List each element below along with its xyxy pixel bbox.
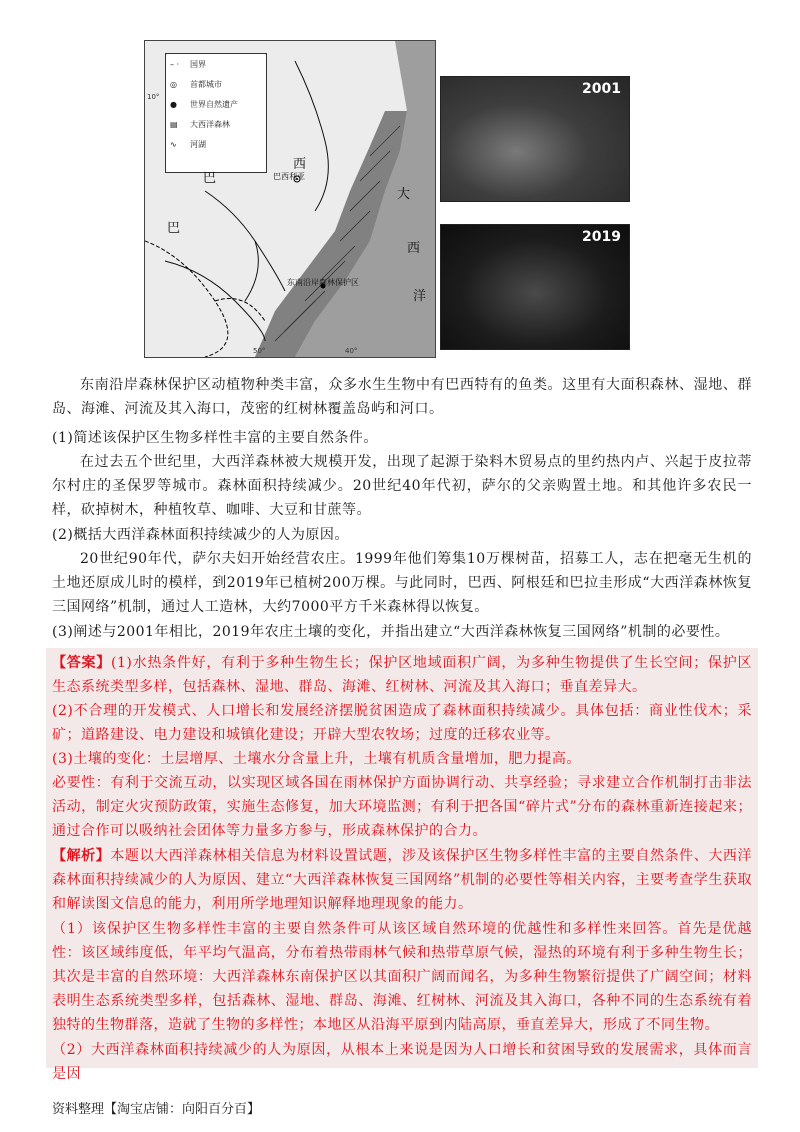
answer-3: (3)土壤的变化：土层增厚、土壤水分含量上升，土壤有机质含量增加，肥力提高。	[52, 751, 581, 767]
map-legend	[165, 53, 267, 173]
footer-credit: 资料整理【淘宝店铺：向阳百分百】	[52, 1102, 261, 1117]
map-figure	[144, 40, 436, 358]
intro-paragraph: 在过去五个世纪里，大西洋森林被大规模开发，出现了起源于染料木贸易点的里约热内卢、兴起于皮拉蒂尔村庄的圣保罗等城市。森林面积持续减少。20世纪40年代初，萨尔的父亲购置土地。和其他许多农民一样，砍掉树木，种植牧草、咖啡、大豆和甘蔗等。	[52, 454, 752, 518]
capital-symbol-icon: ◎	[170, 79, 177, 89]
answer-1	[52, 651, 752, 699]
analysis-text: 本题以大西洋森林相关信息为材料设置试题，涉及该保护区生物多样性丰富的主要自然条件、大西洋森林面积持续减少的人为原因、建立“大西洋森林恢复三国网络”机制的必要性等相关内容，主要考查学生获取和解读图文信息的能力，利用所学地理知识解释地理现象的能力。	[52, 848, 753, 912]
photo-year-label: 2019	[582, 229, 621, 245]
intro-paragraph: 20世纪90年代，萨尔夫妇开始经营农庄。1999年他们筹集10万棵树苗，招募工人，志在把毫无生机的土地还原成儿时的模样，到2019年已植树200万棵。与此同时，巴西、阿根廷和巴拉圭形成“大西洋森林恢复三国网络”机制，通过人工造林，大约7000平方千米森林得以恢复。	[52, 551, 752, 615]
satellite-photo-2019	[440, 224, 630, 350]
legend-item	[166, 134, 266, 154]
map-label-ba: 巴	[203, 171, 217, 186]
legend-label: 河湖	[190, 139, 206, 149]
legend-item	[166, 94, 266, 114]
legend-label: 世界自然遗产	[190, 99, 238, 109]
legend-item	[166, 54, 266, 74]
legend-item	[166, 74, 266, 94]
question-2: (2)概括大西洋森林面积持续减少的人为原因。	[52, 527, 349, 543]
river-symbol-icon: ∿	[170, 139, 177, 149]
legend-label: 首都城市	[190, 79, 222, 89]
map-label-xi2: 西	[407, 241, 421, 256]
analysis-intro	[52, 844, 752, 916]
lon-tick: 40°	[345, 347, 358, 355]
question-3: (3)阐述与2001年相比，2019年农庄土壤的变化，并指出建立“大西洋森林恢复三国网络”机制的必要性。	[52, 624, 730, 640]
answer-2: (2)不合理的开发模式、人口增长和发展经济摆脱贫困造成了森林面积持续减少。具体包括：商业性伐木；采矿；道路建设、电力建设和城镇化建设；开辟大型农牧场；过度的迁移农业等。	[52, 703, 752, 743]
border-symbol-icon: – ·	[170, 59, 180, 69]
answer-text: (1)水热条件好，有利于多种生物生长；保护区地域面积广阔，为多种生物提供了生长空间；保护区生态系统类型多样，包括森林、湿地、群岛、海滩、红树林、河流及其入海口；垂直差异大。	[52, 655, 752, 695]
photo-year-label: 2001	[582, 81, 621, 97]
legend-label: 大西洋森林	[190, 119, 230, 129]
legend-item	[166, 114, 266, 134]
lon-tick: 50°	[253, 347, 266, 355]
answer-3-necessity: 必要性：有利于交流互动，以实现区域各国在雨林保护方面协调行动、共享经验；寻求建立合作机制打击非法活动，制定火灾预防政策，实施生态修复，加大环境监测；有利于把各国“碎片式”分布的森林重新连接起来；通过合作可以吸纳社会团体等力量多方参与，形成森林保护的合力。	[52, 775, 752, 839]
analysis-1: （1）该保护区生物多样性丰富的主要自然条件可从该区域自然环境的优越性和多样性来回答。首先是优越性：该区域纬度低，年平均气温高，分布着热带雨林气候和热带草原气候，湿热的环境有利于多种生物生长；其次是丰富的自然环境：大西洋森林东南保护区以其面积广阔而闻名，为多种生物繁衍提供了广阔空间；材料表明生态系统类型多样，包括森林、湿地、群岛、海滩、红树林、河流及其入海口，各种不同的生态系统有着独特的生物群落，造就了生物的多样性；本地区从沿海平原到内陆高原，垂直差异大，形成了不同生物。	[52, 921, 752, 1033]
analysis-tag: 【解析】	[52, 848, 111, 864]
map-label-brasilia: 巴西利亚	[273, 172, 305, 181]
heritage-symbol-icon: ●	[170, 99, 177, 109]
answer-tag: 【答案】	[52, 655, 112, 671]
satellite-photo-2001	[440, 76, 630, 202]
legend-label: 国界	[190, 59, 206, 69]
question-1: (1)简述该保护区生物多样性丰富的主要自然条件。	[52, 430, 378, 446]
map-label-xi: 西	[293, 157, 307, 172]
analysis-2: （2）大西洋森林面积持续减少的人为原因，从根本上来说是因为人口增长和贫困导致的发展需求，具体而言是因	[52, 1042, 752, 1082]
map-label-reserve: 东南沿岸森林保护区	[287, 278, 359, 287]
intro-paragraph: 东南沿岸森林保护区动植物种类丰富，众多水生生物中有巴西特有的鱼类。这里有大面积森林、湿地、群岛、海滩、河流及其入海口，茂密的红树林覆盖岛屿和河口。	[52, 377, 752, 417]
map-label-ba2: 巴	[167, 221, 181, 236]
lat-tick: 10°	[147, 93, 160, 101]
map-label-yang: 洋	[413, 289, 427, 304]
map-label-da: 大	[397, 187, 411, 202]
forest-symbol-icon: ▤	[170, 119, 178, 129]
